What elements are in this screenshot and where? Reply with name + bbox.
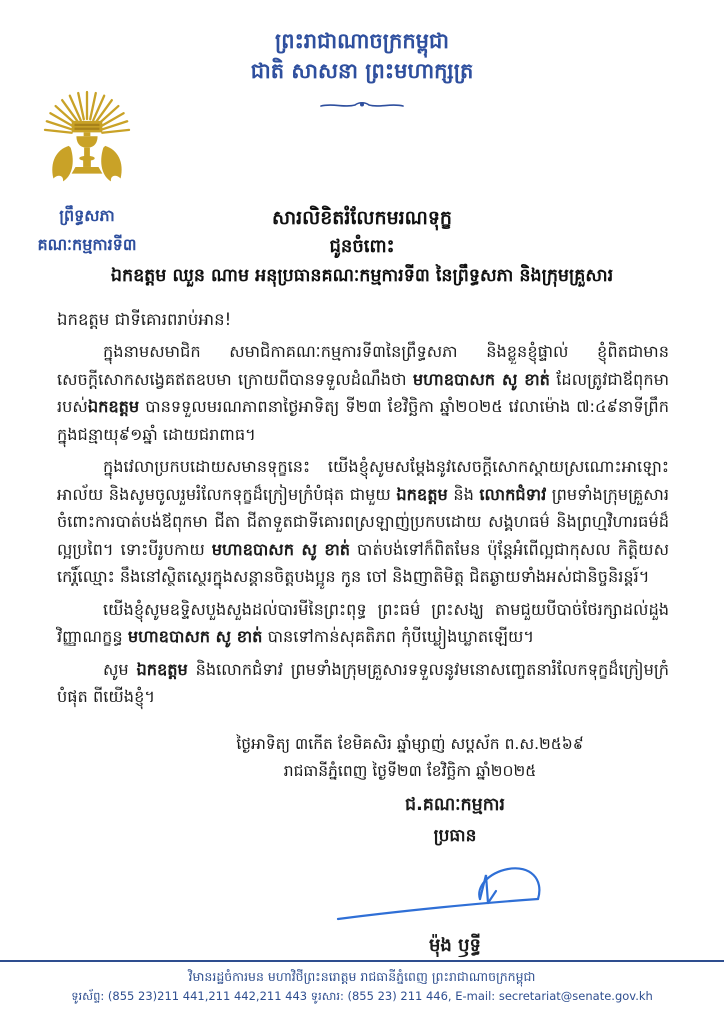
- royal-motto-header: [0, 26, 724, 87]
- body-paragraph-1: ក្នុងនាមសមាជិក សមាជិកាគណៈកម្មការទី៣នៃព្រឹទ្ធសភា និងខ្លួនខ្ញុំផ្ទាល់ ខ្ញុំពិតជាមានសេចក្តីសោកសង្វេគឥតឧបមា ក្រោយពីបានទទួលដំណឹងថា មហាឧបាសក សូ ខាត់ ដែលត្រូវជាឪពុកមារបស់ឯកឧត្តម បានទទួលមរណភាពនាថ្ងៃអាទិត្យ ទី២៣ ខែវិច្ឆិកា ឆ្នាំ២០២៥ វេលាម៉ោង ៧:៤៩នាទីព្រឹក ក្នុងជន្មាយុ៩១ឆ្នាំ ដោយជរាពាធ។: [57, 342, 670, 444]
- handwritten-signature-icon: [295, 853, 615, 931]
- letter-title: សារលិខិតរំលែកមរណទុក្ខ: [272, 207, 452, 229]
- letter-recipient-line: ឯកឧត្តម ឈួន ណាម អនុប្រធានគណៈកម្មការទី៣ នៃព្រឹទ្ធសភា និងក្រុមគ្រួសារ: [110, 266, 614, 287]
- footer-contacts: ទូរស័ព្ទ: (855 23)211 441,211 442,211 443 ទូរសារ: (855 23) 211 446, E-mail: secretariat@senate.gov.kh: [71, 989, 653, 1003]
- page-footer: [0, 960, 724, 1005]
- body-paragraph-2: ក្នុងវេលាប្រកបដោយសមានទុក្ខនេះ យើងខ្ញុំសូមសម្តែងនូវសេចក្តីសោកស្តាយស្រណោះអាឡោះអាល័យ និងសូមចូលរួមរំលែកទុក្ខដ៏ក្រៀមក្រំបំផុត ជាមួយ ឯកឧត្តម និង លោកជំទាវ ព្រមទាំងក្រុមគ្រួសារ ចំពោះការបាត់បង់ឪពុកមា ជីតា ជីតាទួតជាទីគោរពស្រឡាញ់ប្រកបដោយ សង្គហធម៌ និងព្រហ្មវិហារធម៌ដ៏ល្អប្រពៃ។ ទោះបីរូបកាយ មហាឧបាសក សូ ខាត់ បាត់បង់ទៅក៏ពិតមែន ប៉ុន្តែអំពើល្អជាកុសល កិត្តិយស កេរ្តិ៍ឈ្មោះ នឹងនៅស្ថិតស្ថេរក្នុងសន្តានចិត្តបងប្អូន កូន ចៅ និងញាតិមិត្ត ជិតឆ្ងាយទាំងអស់ជានិច្ចនិរន្តរ៍។: [57, 457, 670, 586]
- signature-role: ប្រធាន: [433, 826, 477, 847]
- signature-block: [295, 789, 615, 960]
- letter-subtitle-to: ជូនចំពោះ: [329, 236, 395, 258]
- emblem-caption-commission: គណៈកម្មការទី៣: [37, 234, 137, 254]
- salutation: ឯកឧត្តម ជាទីគោរពរាប់អាន!: [57, 310, 232, 329]
- nation-religion-king-motto: ជាតិ សាសនា ព្រះមហាក្សត្រ: [250, 59, 474, 84]
- letter-title-block: [0, 204, 724, 290]
- signatory-name: ម៉ុង ឫទ្ធី: [429, 935, 481, 957]
- senate-emblem-icon: [39, 90, 135, 194]
- flourish-icon: [319, 99, 405, 111]
- dateline-block: [150, 731, 670, 785]
- footer-address: វិមានរដ្ឋចំការមន មហាវិថីព្រះនរោត្តម រាជធានីភ្នំពេញ ព្រះរាជាណាចក្រកម្ពុជា: [188, 969, 536, 984]
- signature-on-behalf: ជ.គណៈកម្មការ: [404, 795, 505, 815]
- dateline-gregorian: រាជធានីភ្នំពេញ ថ្ងៃទី២៣ ខែវិច្ឆិកា ឆ្នាំ២០២៥: [283, 762, 537, 781]
- letter-body: [57, 338, 669, 716]
- body-paragraph-4: សូម ឯកឧត្តម និងលោកជំទាវ ព្រមទាំងក្រុមគ្រួសារទទួលនូវមនោសញ្ចេតនារំលែកទុក្ខដ៏ក្រៀមក្រំបំផុត ពីយើងខ្ញុំ។: [57, 659, 669, 706]
- dateline-lunar: ថ្ងៃអាទិត្យ ៣កើត ខែមិគសិរ ឆ្នាំម្សាញ់ សប្តស័ក ព.ស.២៥៦៩: [236, 735, 584, 753]
- body-paragraph-3: យើងខ្ញុំសូមឧទ្ទិសបួងសួងដល់បារមីនៃព្រះពុទ្ធ ព្រះធម៌ ព្រះសង្ឃ តាមជួយបីបាច់ថែរក្សាដល់ដួងវិញ្ញាណក្ខន្ធ មហាឧបាសក សូ ខាត់ បានទៅកាន់សុគតិភព កុំបីឃ្លៀងឃ្លាតឡើយ។: [57, 599, 669, 646]
- emblem-caption-senate: ព្រឹទ្ធសភា: [59, 206, 115, 225]
- kingdom-title: ព្រះរាជាណាចក្រកម្ពុជា: [274, 29, 449, 53]
